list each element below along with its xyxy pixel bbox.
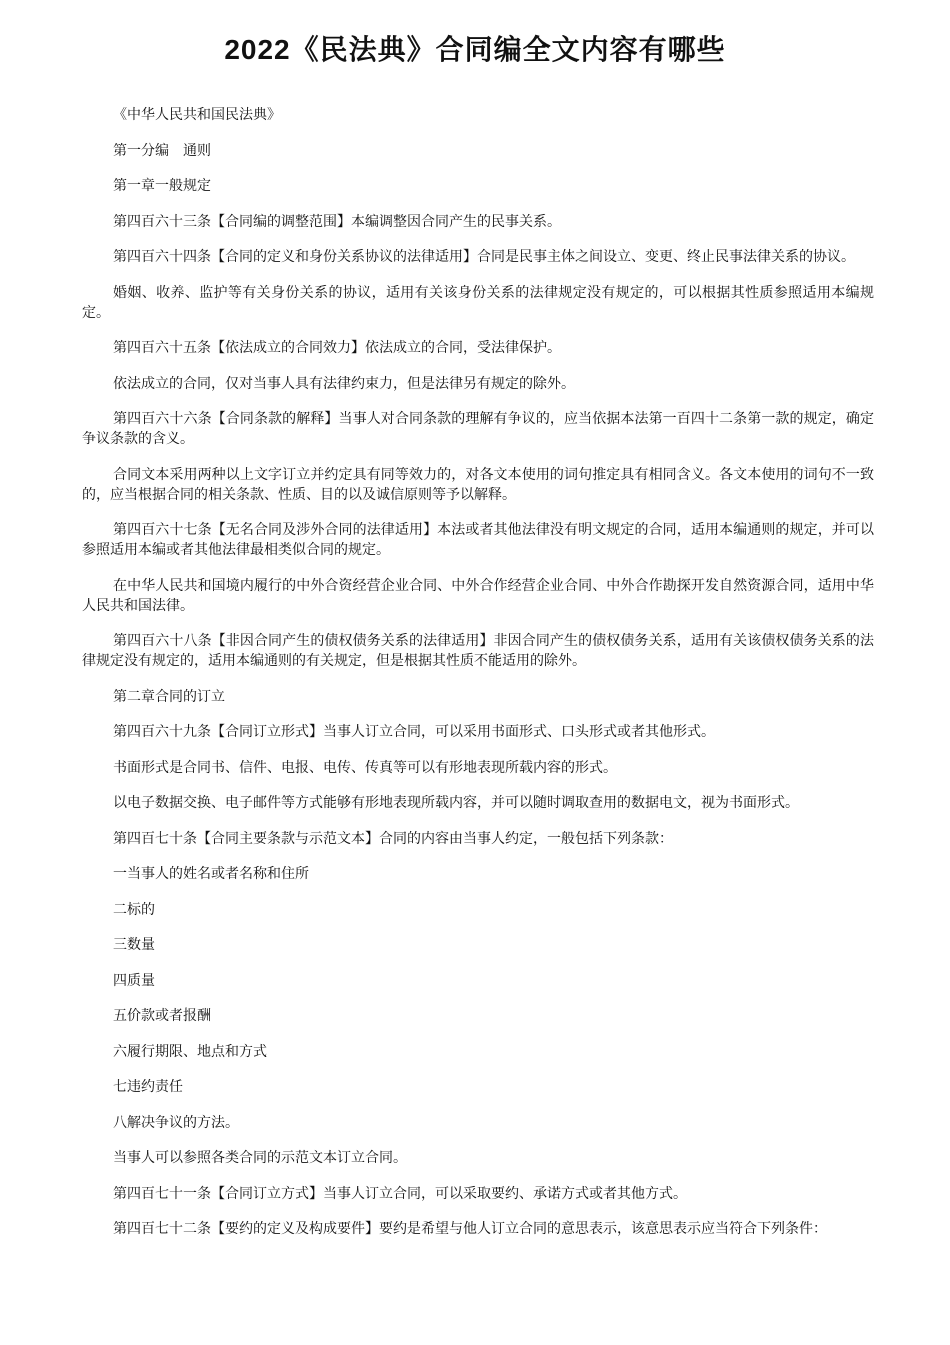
list-item: 七违约责任 (113, 1079, 183, 1095)
list-item: 一当事人的姓名或者名称和住所 (113, 866, 309, 882)
article-paragraph: 以电子数据交换、电子邮件等方式能够有形地表现所载内容，并可以随时调取查用的数据电文，视为书面形式。 (113, 795, 799, 811)
list-item: 二标的 (113, 901, 155, 918)
list-item: 四质量 (113, 972, 155, 989)
article-paragraph: 依法成立的合同，仅对当事人具有法律约束力，但是法律另有规定的除外。 (113, 375, 575, 392)
list-item: 八解决争议的方法。 (113, 1114, 239, 1131)
article-paragraph: 第四百六十五条【依法成立的合同效力】依法成立的合同，受法律保护。 (113, 340, 561, 356)
article-paragraph: 第四百六十三条【合同编的调整范围】本编调整因合同产生的民事关系。 (113, 213, 561, 230)
document-body (82, 105, 874, 1255)
list-item: 六履行期限、地点和方式 (113, 1043, 267, 1060)
list-item: 五价款或者报酬 (113, 1008, 211, 1024)
law-name-line: 《中华人民共和国民法典》 (113, 107, 281, 123)
chapter-heading: 第一章一般规定 (113, 178, 211, 194)
article-paragraph: 第四百七十条【合同主要条款与示范文本】合同的内容由当事人约定，一般包括下列条款： (113, 830, 673, 847)
article-paragraph: 当事人可以参照各类合同的示范文本订立合同。 (113, 1150, 407, 1166)
article-paragraph: 第四百六十八条【非因合同产生的债权债务关系的法律适用】非因合同产生的债权债务关系，适用有关该债权债务关系的法律规定没有规定的，适用本编通则的有关规定，但是根据其性质不能适用的除外。 (82, 633, 874, 669)
list-item: 三数量 (113, 937, 155, 953)
document-title: 2022《民法典》合同编全文内容有哪些 (224, 34, 726, 65)
article-paragraph: 在中华人民共和国境内履行的中外合资经营企业合同、中外合作经营企业合同、中外合作勘探开发自然资源合同，适用中华人民共和国法律。 (82, 577, 874, 614)
article-paragraph: 书面形式是合同书、信件、电报、电传、传真等可以有形地表现所载内容的形式。 (113, 759, 617, 776)
chapter-heading: 第二章合同的订立 (113, 688, 225, 705)
article-paragraph: 第四百六十九条【合同订立形式】当事人订立合同，可以采用书面形式、口头形式或者其他形式。 (113, 724, 715, 740)
article-paragraph: 第四百六十四条【合同的定义和身份关系协议的法律适用】合同是民事主体之间设立、变更、终止民事法律关系的协议。 (113, 249, 855, 265)
subpart-heading: 第一分编 通则 (113, 142, 211, 159)
article-paragraph: 第四百六十六条【合同条款的解释】当事人对合同条款的理解有争议的，应当依据本法第一百四十二条第一款的规定，确定争议条款的含义。 (82, 411, 874, 447)
article-paragraph: 第四百七十一条【合同订立方式】当事人订立合同，可以采取要约、承诺方式或者其他方式。 (113, 1185, 687, 1202)
article-paragraph: 第四百七十二条【要约的定义及构成要件】要约是希望与他人订立合同的意思表示，该意思表示应当符合下列条件： (113, 1221, 827, 1237)
article-paragraph: 合同文本采用两种以上文字订立并约定具有同等效力的，对各文本使用的词句推定具有相同含义。各文本使用的词句不一致的，应当根据合同的相关条款、性质、目的以及诚信原则等予以解释。 (82, 466, 874, 503)
article-paragraph: 婚姻、收养、监护等有关身份关系的协议，适用有关该身份关系的法律规定没有规定的，可以根据其性质参照适用本编规定。 (82, 284, 874, 321)
article-paragraph: 第四百六十七条【无名合同及涉外合同的法律适用】本法或者其他法律没有明文规定的合同，适用本编通则的规定，并可以参照适用本编或者其他法律最相类似合同的规定。 (82, 522, 874, 558)
